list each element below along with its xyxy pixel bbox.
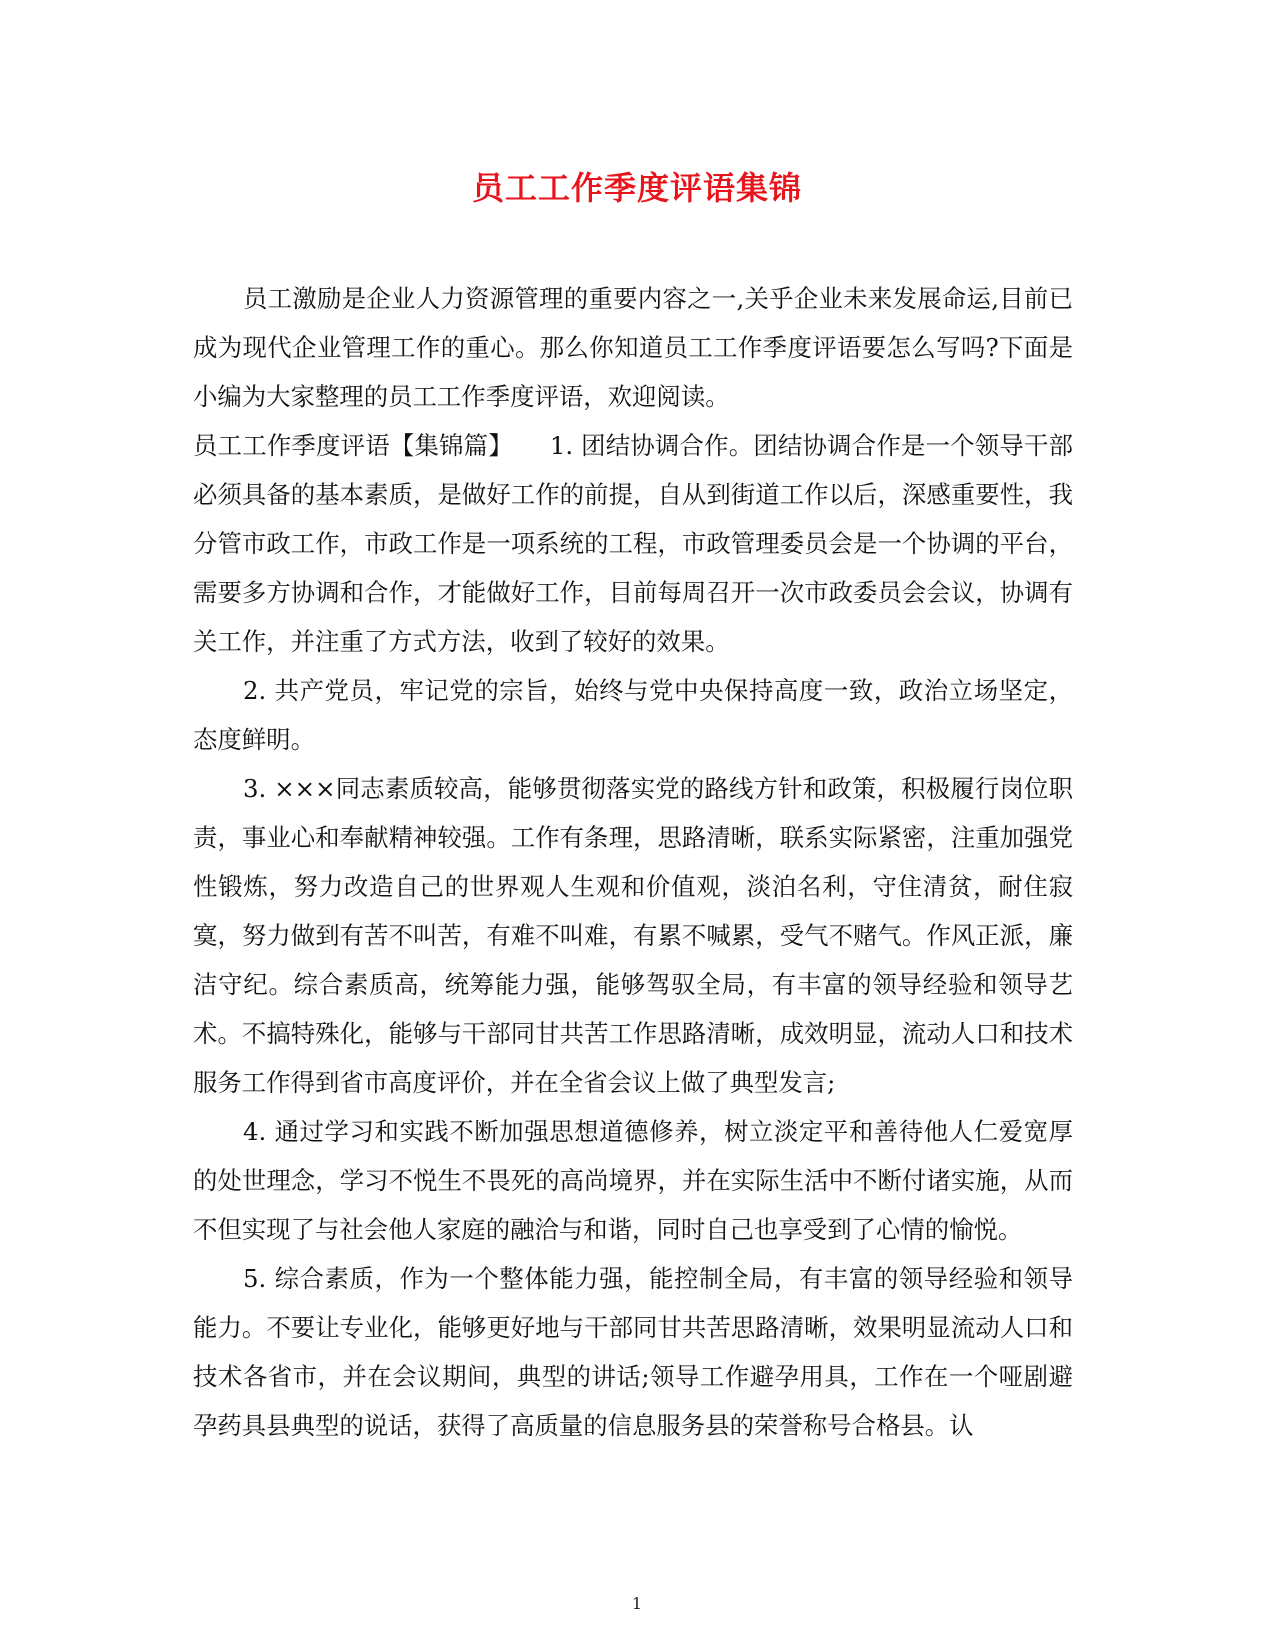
paragraph-item-1: 员工工作季度评语【集锦篇】 1. 团结协调合作。团结协调合作是一个领导干部必须具备的基本素质，是做好工作的前提，自从到街道工作以后，深感重要性，我分管市政工作，市政工作是一项系统的工程，市政管理委员会是一个协调的平台，需要多方协调和合作，才能做好工作，目前每周召开一次市政委员会会议，协调有关工作，并注重了方式方法，收到了较好的效果。 xyxy=(193,431,1073,656)
document-title: 员工工作季度评语集锦 xyxy=(471,169,802,207)
paragraph-intro: 员工激励是企业人力资源管理的重要内容之一,关乎企业未来发展命运,目前已成为现代企业管理工作的重心。那么你知道员工工作季度评语要怎么写吗?下面是小编为大家整理的员工工作季度评语，欢迎阅读。 xyxy=(193,284,1073,411)
paragraph-item-2: 2. 共产党员，牢记党的宗旨，始终与党中央保持高度一致，政治立场坚定，态度鲜明。 xyxy=(193,676,1073,754)
paragraph-item-4: 4. 通过学习和实践不断加强思想道德修养，树立淡定平和善待他人仁爱宽厚的处世理念，学习不悦生不畏死的高尚境界，并在实际生活中不断付诸实施，从而不但实现了与社会他人家庭的融洽与和谐，同时自己也享受到了心情的愉悦。 xyxy=(193,1117,1073,1244)
paragraph-item-3: 3. ×××同志素质较高，能够贯彻落实党的路线方针和政策，积极履行岗位职责，事业心和奉献精神较强。工作有条理，思路清晰，联系实际紧密，注重加强党性锻炼，努力改造自己的世界观人生观和价值观，淡泊名利，守住清贫，耐住寂寞，努力做到有苦不叫苦，有难不叫难，有累不喊累，受气不赌气。作风正派，廉洁守纪。综合素质高，统筹能力强，能够驾驭全局，有丰富的领导经验和领导艺术。不搞特殊化，能够与干部同甘共苦工作思路清晰，成效明显，流动人口和技术服务工作得到省市高度评价，并在全省会议上做了典型发言; xyxy=(193,774,1073,1097)
paragraph-item-5: 5. 综合素质，作为一个整体能力强，能控制全局，有丰富的领导经验和领导能力。不要让专业化，能够更好地与干部同甘共苦思路清晰，效果明显流动人口和技术各省市，并在会议期间，典型的讲话;领导工作避孕用具，工作在一个哑剧避孕药具县典型的说话，获得了高质量的信息服务县的荣誉称号合格县。认 xyxy=(193,1264,1073,1440)
page-number: 1 xyxy=(631,1594,643,1613)
document-body xyxy=(193,274,1073,1450)
